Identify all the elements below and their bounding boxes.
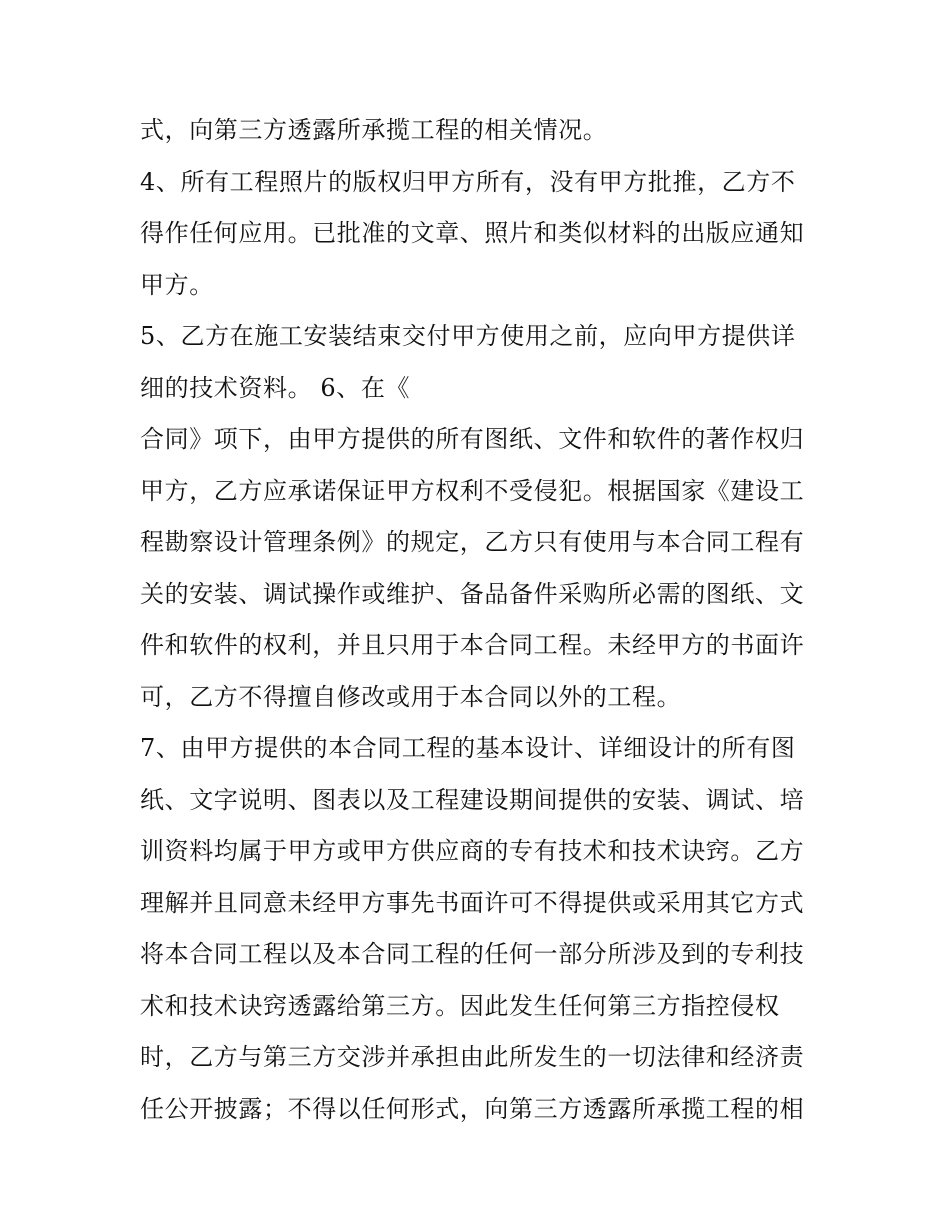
text-line: 时，乙方与第三方交涉并承担由此所发生的一切法律和经济责 [140,1043,805,1071]
text-line: 合同》项下，由甲方提供的所有图纸、文件和软件的著作权归 [140,425,805,453]
text-line: 件和软件的权利，并且只用于本合同工程。未经甲方的书面许 [140,631,805,659]
text-line: 式，向第三方透露所承揽工程的相关情况。 [140,116,608,144]
text-line: 关的安装、调试操作或维护、备品备件采购所必需的图纸、文 [140,579,805,608]
text-line: 7、由甲方提供的本合同工程的基本设计、详细设计的所有图 [140,734,796,762]
text-line: 得作任何应用。已批准的文章、照片和类似材料的出版应通知 [140,219,805,247]
text-line: 细的技术资料。 6、在《 [140,373,411,402]
text-line: 训资料均属于甲方或甲方供应商的专有技术和技术诀窍。乙方 [140,837,805,865]
text-line: 将本合同工程以及本合同工程的任何一部分所涉及到的专利技 [140,940,805,968]
text-line: 甲方。 [140,270,214,299]
text-line: 可，乙方不得擅自修改或用于本合同以外的工程。 [140,682,682,711]
document-body [140,109,820,1139]
text-line: 术和技术诀窍透露给第三方。因此发生任何第三方指控侵权 [140,991,780,1020]
text-line: 程勘察设计管理条例》的规定，乙方只有使用与本合同工程有 [140,528,805,556]
text-line: 纸、文字说明、图表以及工程建设期间提供的安装、调试、培 [140,785,805,814]
text-line: 甲方，乙方应承诺保证甲方权利不受侵犯。根据国家《建设工 [140,476,805,505]
text-line: 任公开披露；不得以任何形式，向第三方透露所承揽工程的相 [140,1094,805,1123]
text-line: 理解并且同意未经甲方事先书面许可不得提供或采用其它方式 [140,888,805,917]
text-line: 5、乙方在施工安装结束交付甲方使用之前，应向甲方提供详 [140,322,796,350]
text-line: 4、所有工程照片的版权归甲方所有，没有甲方批推，乙方不 [140,167,796,196]
